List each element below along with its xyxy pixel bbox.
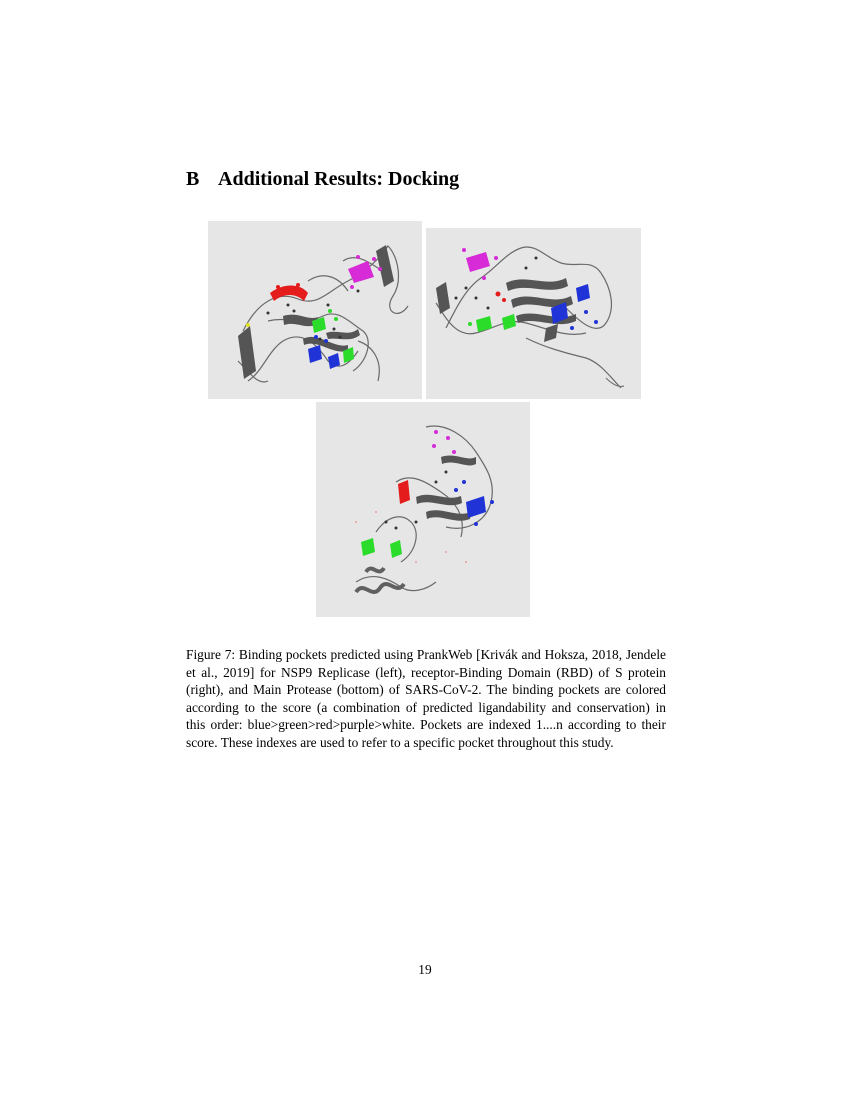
helix-domain bbox=[356, 568, 404, 592]
section-number: B bbox=[186, 168, 200, 190]
pocket-red bbox=[496, 292, 507, 303]
caption-line: this order: blue>green>red>purple>white. Pockets are indexed 1....n according to their bbox=[186, 717, 666, 733]
page-number: 19 bbox=[418, 962, 432, 977]
section-heading bbox=[186, 168, 459, 191]
pocket-red bbox=[270, 283, 308, 301]
protein-structure-main-protease bbox=[316, 402, 530, 617]
pocket-purple bbox=[432, 430, 456, 454]
figure-panel-right-rbd bbox=[426, 228, 641, 399]
pocket-yellow bbox=[246, 323, 250, 327]
pocket-green bbox=[361, 538, 402, 558]
caption-line: Figure 7: Binding pockets predicted using PrankWeb [Krivák and Hoksza, 2018, Jendele bbox=[186, 647, 666, 662]
caption-line: (right), and Main Protease (bottom) of SARS-CoV-2. The binding pockets are colored bbox=[186, 682, 666, 698]
caption-line: according to the score (a combination of predicted ligandability and conservation) in bbox=[186, 699, 666, 715]
pocket-purple bbox=[462, 248, 498, 280]
pocket-red bbox=[398, 480, 410, 504]
caption-line: et al., 2019] for NSP9 Replicase (left), receptor-Binding Domain (RBD) of S protein bbox=[186, 664, 666, 680]
figure-panel-left-nsp9 bbox=[208, 221, 422, 399]
pocket-green bbox=[468, 314, 516, 332]
section-title: Additional Results: Docking bbox=[218, 168, 460, 190]
protein-structure-rbd bbox=[426, 228, 641, 399]
ribbon-sheets bbox=[416, 456, 476, 521]
figure-panel-bottom-main-protease bbox=[316, 402, 530, 617]
caption-line: score. These indexes are used to refer to a specific pocket throughout this study. bbox=[186, 734, 614, 750]
figure-caption bbox=[186, 646, 666, 752]
protein-structure-nsp9 bbox=[208, 221, 422, 399]
